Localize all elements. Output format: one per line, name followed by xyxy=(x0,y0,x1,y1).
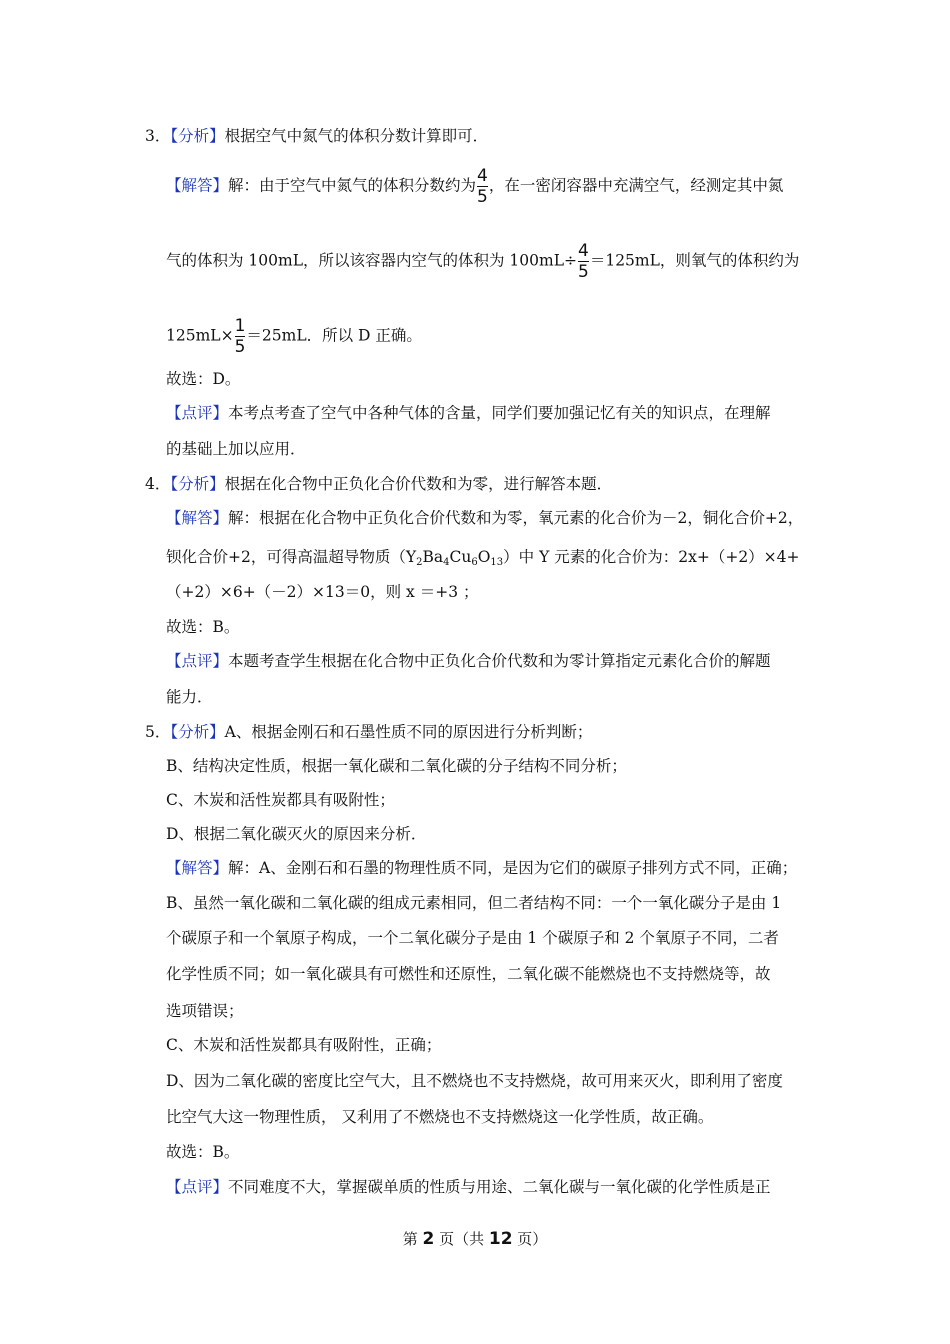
q4-comment-line-1 xyxy=(166,650,771,672)
q4-choice: 故选：B。 xyxy=(166,618,240,636)
q5-tag-answer: 【解答】 xyxy=(166,859,229,877)
q3-analysis-text: 根据空气中氮气的体积分数计算即可． xyxy=(224,127,489,145)
q4-answer-line-2: 钡化合价+2，可得高温超导物质$(Y_2Ba_4Cu_6O_{13})$中 Y 元素的化合价为：2x+（+2）×4+ xyxy=(166,548,800,568)
q3-comment-line-1 xyxy=(166,402,771,424)
q4-tag-answer: 【解答】 xyxy=(166,509,229,527)
q3-number: 3． xyxy=(145,127,171,145)
q5-answer-b-4: 选项错误； xyxy=(166,1002,244,1020)
q5-analysis-a: A、根据金刚石和石墨性质不同的原因进行分析判断； xyxy=(224,723,593,741)
q5-answer-b-2: 个碳原子和一个氧原子构成，一个二氧化碳分子是由 1 个碳原子和 2 个氧原子不同，二者 xyxy=(166,929,779,947)
q3-choice: 故选：D。 xyxy=(166,370,241,388)
q3-answer-text: ＝125mL，则氧气的体积约为 xyxy=(589,251,800,270)
q5-tag-comment: 【点评】 xyxy=(166,1178,229,1196)
q3-answer-line-1 xyxy=(166,167,783,206)
q3-comment-text: 本考点考查了空气中各种气体的含量，同学们要加强记忆有关的知识点，在理解 xyxy=(228,404,771,422)
q5-answer-a xyxy=(166,857,797,879)
q3-comment-line-2: 的基础上加以应用． xyxy=(166,440,306,458)
q5-answer-b-1: B、虽然一氧化碳和二氧化碳的组成元素相同，但二者结构不同：一个一氧化碳分子是由 1 xyxy=(166,894,782,912)
q5-answer-text: 解：A、金刚石和石墨的物理性质不同，是因为它们的碳原子排列方式不同，正确； xyxy=(228,859,798,877)
q4-tag-comment: 【点评】 xyxy=(166,652,229,670)
page-total: 12 xyxy=(488,1229,513,1249)
q5-answer-d-1: D、因为二氧化碳的密度比空气大，且不燃烧也不支持燃烧，故可用来灭火，即利用了密度 xyxy=(166,1072,783,1090)
q5-choice: 故选：B。 xyxy=(166,1143,240,1161)
q3-fraction-1-5: $\frac{1}{5}$ xyxy=(234,316,246,357)
q5-analysis-c: C、木炭和活性炭都具有吸附性； xyxy=(166,791,395,809)
q4-tag-analysis: 【分析】 xyxy=(170,475,225,493)
q3-fraction-4-5: $\frac{4}{5}$ xyxy=(477,166,488,207)
page-footer: 第 2 页（共 12 页） xyxy=(402,1229,548,1249)
q3-answer-line-3 xyxy=(166,317,422,356)
q3-tag-analysis: 【分析】 xyxy=(170,127,225,145)
q3-fraction-4-5-b: $\frac{4}{5}$ xyxy=(578,241,589,282)
q3-answer-text: 气的体积为 100mL，所以该容器内空气的体积为 100mL÷ xyxy=(166,251,577,270)
q4-comment-text: 本题考查学生根据在化合物中正负化合价代数和为零计算指定元素化合价的解题 xyxy=(228,652,771,670)
q3-analysis-line xyxy=(145,125,488,147)
q4-number: 4． xyxy=(145,475,171,493)
q4-answer-text: 解：根据在化合物中正负化合价代数和为零，氧元素的化合价为－2，铜化合价+2， xyxy=(228,509,804,527)
q4-analysis-text: 根据在化合物中正负化合价代数和为零，进行解答本题． xyxy=(224,475,613,493)
q4-answer-text: 钡化合价+2，可得高温超导物质（Y xyxy=(166,548,417,566)
q5-comment-text: 不同难度不大，掌握碳单质的性质与用途、二氧化碳与一氧化碳的化学性质是正 xyxy=(228,1178,771,1196)
q5-answer-b-3: 化学性质不同；如一氧化碳具有可燃性和还原性，二氧化碳不能燃烧也不支持燃烧等，故 xyxy=(166,965,771,983)
q3-answer-text: ＝25mL．所以 D 正确。 xyxy=(246,326,422,345)
q5-comment-line-1 xyxy=(166,1176,771,1198)
q5-analysis-line xyxy=(145,721,592,743)
q4-answer-text: ）中 Y 元素的化合价为：2x+（+2）×4+ xyxy=(503,548,800,566)
q4-analysis-line xyxy=(145,473,612,495)
q4-comment-line-2: 能力． xyxy=(166,688,213,706)
q5-analysis-d: D、根据二氧化碳灭火的原因来分析． xyxy=(166,825,427,843)
q3-answer-text: ，在一密闭容器中充满空气，经测定其中氮 xyxy=(488,176,784,195)
q4-answer-line-1 xyxy=(166,507,803,529)
q3-tag-comment: 【点评】 xyxy=(166,404,229,422)
q5-number: 5． xyxy=(145,723,171,741)
q3-tag-answer: 【解答】 xyxy=(166,176,229,195)
q3-answer-line-2 xyxy=(166,242,799,281)
q5-analysis-b: B、结构决定性质，根据一氧化碳和二氧化碳的分子结构不同分析； xyxy=(166,757,627,775)
q3-answer-text: 解：由于空气中氮气的体积分数约为 xyxy=(228,176,477,195)
q5-answer-c: C、木炭和活性炭都具有吸附性，正确； xyxy=(166,1036,442,1054)
q5-tag-analysis: 【分析】 xyxy=(170,723,225,741)
page-number: 2 xyxy=(422,1229,435,1249)
q4-answer-line-3: （+2）×6+（－2）×13＝0，则 x ＝+3 ； xyxy=(166,583,479,601)
q5-answer-d-2: 比空气大这一物理性质， 又利用了不燃烧也不支持燃烧这一化学性质，故正确。 xyxy=(166,1108,714,1126)
q3-answer-text: 125mL× xyxy=(166,326,234,345)
